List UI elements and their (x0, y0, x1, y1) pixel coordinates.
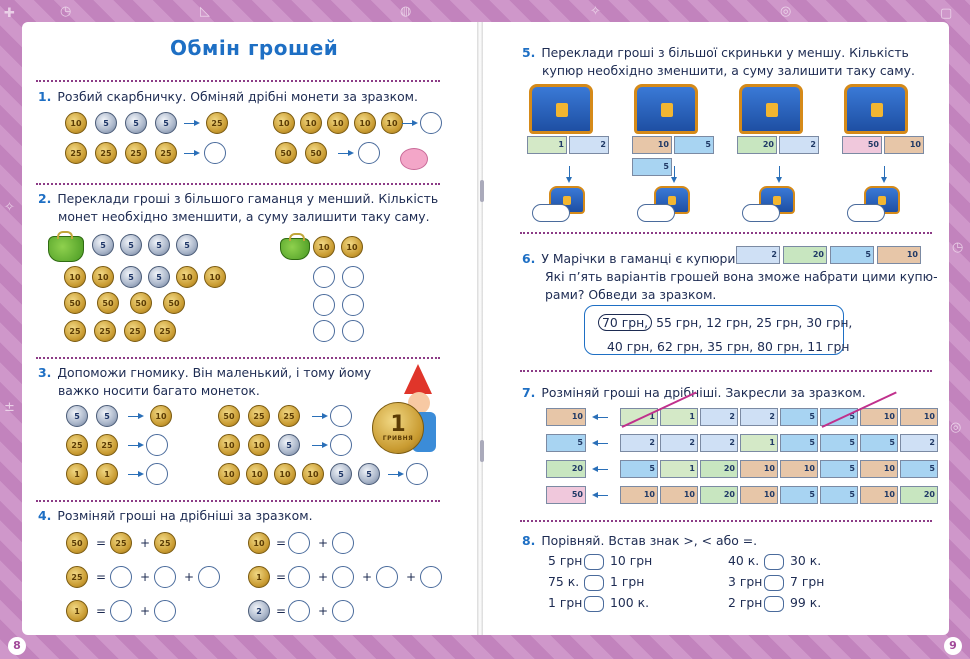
banknote-2: 2 (736, 246, 780, 264)
task-1 (38, 88, 418, 106)
equals-sign: = (96, 570, 107, 584)
banknote-5: 5 (620, 460, 658, 478)
coin-5: 5 (96, 405, 118, 427)
banknote-10: 10 (860, 408, 898, 426)
task-text: рами? Обведи за зразком. (545, 287, 717, 302)
equals-sign: = (96, 604, 107, 618)
task-number: 1. (38, 89, 52, 104)
task-text: Порівняй. Встав знак >, < або =. (541, 533, 758, 548)
separator (36, 183, 440, 185)
task-number: 4. (38, 508, 52, 523)
banknote-10: 10 (620, 486, 658, 504)
arrow-left-icon (594, 495, 608, 496)
banknote-5: 5 (820, 486, 858, 504)
banknote-10: 10 (546, 408, 586, 426)
equals-sign: = (276, 570, 287, 584)
clock-icon: ◷ (60, 4, 72, 19)
arrow-down-icon (569, 166, 570, 180)
compare-sign-box[interactable] (764, 596, 784, 612)
banknote-5: 5 (780, 434, 818, 452)
coin-10: 10 (218, 434, 240, 456)
task-text: Переклади гроші з більшого гаманця у менший. Кількість (57, 191, 439, 206)
banknote-2: 2 (779, 136, 819, 154)
arrow-right-icon (312, 445, 326, 446)
coin-1: 1 (96, 463, 118, 485)
small-purse-icon (280, 238, 310, 260)
coin-25: 25 (155, 142, 177, 164)
banknote-20: 20 (546, 460, 586, 478)
banknote-20: 20 (900, 486, 938, 504)
arrow-left-icon (594, 443, 608, 444)
arrow-right-icon (338, 153, 352, 154)
page-title: Обмін грошей (170, 36, 339, 60)
coin-1: 1 (248, 566, 270, 588)
coin-10: 10 (354, 112, 376, 134)
answer-circle[interactable] (110, 600, 132, 622)
arrow-right-icon (312, 416, 326, 417)
arrow-right-icon (128, 474, 142, 475)
compare-sign-box[interactable] (584, 596, 604, 612)
arrow-left-icon (594, 417, 608, 418)
bulb-icon: ✧ (4, 200, 15, 215)
separator (36, 357, 440, 359)
answer-circle[interactable] (313, 266, 335, 288)
arrow-left-icon (594, 469, 608, 470)
coin-50: 50 (130, 292, 152, 314)
coin-25: 25 (65, 142, 87, 164)
coin-25: 25 (66, 566, 88, 588)
coin-10: 10 (273, 112, 295, 134)
coin-10: 10 (381, 112, 403, 134)
coin-25: 25 (248, 405, 270, 427)
coin-25: 25 (278, 405, 300, 427)
answer-circle[interactable] (154, 566, 176, 588)
answer-circle[interactable] (376, 566, 398, 588)
large-chest-icon (739, 84, 803, 134)
coin-25: 25 (206, 112, 228, 134)
separator (36, 500, 440, 502)
arrow-down-icon (884, 166, 885, 180)
coin-10: 10 (204, 266, 226, 288)
banknote-5: 5 (632, 158, 672, 176)
coin-25: 25 (66, 434, 88, 456)
banknote-2: 2 (700, 434, 738, 452)
task-text: Розміняй гроші на дрібніші за зразком. (57, 508, 313, 523)
banknote-10: 10 (860, 460, 898, 478)
separator (520, 520, 932, 522)
page-number-left: 8 (8, 637, 26, 655)
task-4 (38, 507, 313, 525)
banknote-2: 2 (620, 434, 658, 452)
coin-25: 25 (94, 320, 116, 342)
calculator-icon: ✚ (4, 6, 15, 21)
answer-circle[interactable] (313, 320, 335, 342)
compare-left-value: 40 к. (728, 553, 760, 568)
coin-5: 5 (66, 405, 88, 427)
circled-sample-answer[interactable]: 70 грн, (598, 314, 652, 331)
coin-10: 10 (313, 236, 335, 258)
compare-right-value: 99 к. (790, 595, 822, 610)
coin-10: 10 (150, 405, 172, 427)
answer-circle[interactable] (204, 142, 226, 164)
task-number: 5. (522, 45, 536, 60)
banknote-5: 5 (900, 460, 938, 478)
coin-10: 10 (248, 434, 270, 456)
task-number: 8. (522, 533, 536, 548)
coin-10: 10 (92, 266, 114, 288)
coin-5: 5 (95, 112, 117, 134)
task-number: 3. (38, 365, 52, 380)
plus-sign: + (140, 570, 151, 584)
task-3 (38, 364, 371, 400)
answer-circle[interactable] (110, 566, 132, 588)
staple (480, 440, 484, 462)
coin-5: 5 (278, 434, 300, 456)
coin-10: 10 (302, 463, 324, 485)
plus-minus-icon: ± (4, 400, 15, 415)
plus-sign: + (140, 604, 151, 618)
ruler-icon: ◺ (200, 4, 210, 19)
coin-25: 25 (124, 320, 146, 342)
task-text: монет необхідно зменшити, а суму залишити таку саму. (58, 209, 430, 224)
coin-10: 10 (64, 266, 86, 288)
coin-5: 5 (120, 234, 142, 256)
banknote-5: 5 (780, 408, 818, 426)
answer-circle[interactable] (332, 600, 354, 622)
task-text: Переклади гроші з більшої скриньки у меншу. Кількість (541, 45, 909, 60)
banknote-2: 2 (569, 136, 609, 154)
globe-icon: ◎ (780, 4, 792, 19)
compare-right-value: 7 грн (790, 574, 825, 589)
banknote-50: 50 (546, 486, 586, 504)
banknote-10: 10 (860, 486, 898, 504)
compare-left-value: 3 грн (728, 574, 763, 589)
answer-circle[interactable] (146, 434, 168, 456)
plus-sign: + (318, 536, 329, 550)
task-number: 6. (522, 251, 536, 266)
banknote-10: 10 (740, 486, 778, 504)
coin-10: 10 (327, 112, 349, 134)
banknote-10: 10 (877, 246, 921, 264)
answer-circle[interactable] (154, 600, 176, 622)
clock-icon: ◷ (952, 240, 964, 255)
compare-sign-box[interactable] (584, 575, 604, 591)
banknote-5: 5 (674, 136, 714, 154)
coin-50: 50 (275, 142, 297, 164)
separator (520, 370, 932, 372)
globe-icon: ◎ (950, 420, 962, 435)
arrow-right-icon (128, 416, 142, 417)
answer-circle[interactable] (330, 434, 352, 456)
arrow-right-icon (402, 123, 416, 124)
plus-sign: + (318, 604, 329, 618)
coin-10: 10 (65, 112, 87, 134)
banknote-2: 2 (740, 408, 778, 426)
plus-sign: + (362, 570, 373, 584)
piggy-bank-icon (400, 148, 428, 170)
book-icon: ▢ (940, 6, 953, 21)
equals-sign: = (276, 604, 287, 618)
answer-circle[interactable] (358, 142, 380, 164)
banknote-5: 5 (820, 408, 858, 426)
banknote-2: 2 (660, 434, 698, 452)
coin-10: 10 (218, 463, 240, 485)
banknote-50: 50 (842, 136, 882, 154)
separator (520, 232, 932, 234)
coin-5: 5 (155, 112, 177, 134)
coin-10: 10 (246, 463, 268, 485)
arrow-right-icon (184, 153, 198, 154)
answer-oval[interactable] (637, 204, 675, 222)
banknote-20: 20 (783, 246, 827, 264)
banknote-5: 5 (546, 434, 586, 452)
coin-5: 5 (125, 112, 147, 134)
banknote-1: 1 (620, 408, 658, 426)
coin-25: 25 (154, 532, 176, 554)
coin-50: 50 (66, 532, 88, 554)
banknote-2: 2 (700, 408, 738, 426)
staple (480, 180, 484, 202)
banknote-20: 20 (700, 486, 738, 504)
task-6 (522, 250, 735, 268)
banknote-1: 1 (740, 434, 778, 452)
coin-5: 5 (120, 266, 142, 288)
gnome-coin-value: 1 (390, 412, 406, 437)
arrow-down-icon (674, 166, 675, 180)
gnome-illustration (372, 364, 442, 464)
answers-line-1 (598, 314, 852, 331)
gnome-coin-word: ГРИВНЯ (382, 435, 414, 442)
task-2 (38, 190, 438, 226)
task-6-text (545, 268, 938, 304)
banknote-10: 10 (740, 460, 778, 478)
answer-oval[interactable] (847, 204, 885, 222)
plus-sign: + (318, 570, 329, 584)
answers-line-2[interactable]: 40 грн, 62 грн, 35 грн, 80 грн, 11 грн (607, 339, 850, 354)
bulb-icon: ✧ (590, 4, 601, 19)
arrow-right-icon (128, 445, 142, 446)
apple-icon: ◍ (400, 4, 412, 19)
compare-right-value: 30 к. (790, 553, 822, 568)
task-text: Допоможи гномику. Він маленький, і тому йому (57, 365, 372, 380)
plus-sign: + (406, 570, 417, 584)
answer-circle[interactable] (288, 566, 310, 588)
separator (36, 80, 440, 82)
answer-circle[interactable] (420, 112, 442, 134)
answer-circle[interactable] (420, 566, 442, 588)
answer-circle[interactable] (288, 532, 310, 554)
task-5 (522, 44, 915, 80)
compare-right-value: 1 грн (610, 574, 645, 589)
coin-50: 50 (163, 292, 185, 314)
answer-circle[interactable] (332, 532, 354, 554)
compare-right-value: 100 к. (610, 595, 650, 610)
banknote-10: 10 (884, 136, 924, 154)
coin-50: 50 (305, 142, 327, 164)
banknote-10: 10 (660, 486, 698, 504)
compare-left-value: 75 к. (548, 574, 580, 589)
plus-sign: + (184, 570, 195, 584)
arrow-down-icon (779, 166, 780, 180)
equals-sign: = (96, 536, 107, 550)
compare-sign-box[interactable] (764, 554, 784, 570)
coin-50: 50 (218, 405, 240, 427)
task-text: Розбий скарбничку. Обміняй дрібні монети за зразком. (57, 89, 418, 104)
arrow-right-icon (388, 474, 402, 475)
coin-5: 5 (92, 234, 114, 256)
coin-10: 10 (300, 112, 322, 134)
banknote-5: 5 (820, 434, 858, 452)
coin-5: 5 (176, 234, 198, 256)
answer-circle[interactable] (342, 266, 364, 288)
task-text: Які п’ять варіантів грошей вона зможе набрати цими купю- (545, 269, 938, 284)
banknote-5: 5 (860, 434, 898, 452)
coin-1: 1 (66, 600, 88, 622)
answer-options[interactable]: 55 грн, 12 грн, 25 грн, 30 грн, (656, 315, 853, 330)
banknote-10: 10 (900, 408, 938, 426)
banknote-20: 20 (700, 460, 738, 478)
large-chest-icon (844, 84, 908, 134)
coin-10: 10 (176, 266, 198, 288)
coin-25: 25 (110, 532, 132, 554)
coin-1: 1 (66, 463, 88, 485)
task-text: важко носити багато монеток. (58, 383, 260, 398)
compare-sign-box[interactable] (764, 575, 784, 591)
banknote-1: 1 (660, 460, 698, 478)
task-text: купюр необхідно зменшити, а суму залишити таку саму. (542, 63, 915, 78)
coin-10: 10 (274, 463, 296, 485)
answer-circle[interactable] (313, 294, 335, 316)
task-text: Розміняй гроші на дрібніші. Закресли за зразком. (541, 385, 866, 400)
coin-5: 5 (358, 463, 380, 485)
task-number: 2. (38, 191, 52, 206)
answer-circle[interactable] (330, 405, 352, 427)
answer-oval[interactable] (532, 204, 570, 222)
answer-circle[interactable] (342, 294, 364, 316)
coin-2: 2 (248, 600, 270, 622)
gnome-hat (404, 364, 432, 394)
large-chest-icon (634, 84, 698, 134)
answer-circle[interactable] (332, 566, 354, 588)
answer-circle[interactable] (342, 320, 364, 342)
coin-50: 50 (97, 292, 119, 314)
page-number-right: 9 (944, 637, 962, 655)
large-purse-icon (48, 236, 84, 262)
answer-circle[interactable] (198, 566, 220, 588)
coin-5: 5 (330, 463, 352, 485)
coin-10: 10 (248, 532, 270, 554)
compare-left-value: 1 грн (548, 595, 583, 610)
answer-circle[interactable] (406, 463, 428, 485)
coin-25: 25 (64, 320, 86, 342)
coin-25: 25 (95, 142, 117, 164)
coin-25: 25 (96, 434, 118, 456)
coin-50: 50 (64, 292, 86, 314)
banknote-5: 5 (820, 460, 858, 478)
banknote-2: 2 (900, 434, 938, 452)
compare-right-value: 10 грн (610, 553, 653, 568)
banknote-1: 1 (527, 136, 567, 154)
coin-25: 25 (125, 142, 147, 164)
banknote-5: 5 (780, 486, 818, 504)
task-text: У Марічки в гаманці є купюри (541, 251, 736, 266)
answer-circle[interactable] (288, 600, 310, 622)
equals-sign: = (276, 536, 287, 550)
compare-left-value: 2 грн (728, 595, 763, 610)
coin-5: 5 (148, 266, 170, 288)
task-number: 7. (522, 385, 536, 400)
plus-sign: + (140, 536, 151, 550)
banknote-20: 20 (737, 136, 777, 154)
book-spine (477, 22, 483, 635)
compare-left-value: 5 грн (548, 553, 583, 568)
banknote-5: 5 (830, 246, 874, 264)
gnome-coin (372, 402, 424, 454)
compare-sign-box[interactable] (584, 554, 604, 570)
coin-10: 10 (341, 236, 363, 258)
banknote-10: 10 (780, 460, 818, 478)
task-8 (522, 532, 757, 550)
answer-oval[interactable] (742, 204, 780, 222)
coin-5: 5 (148, 234, 170, 256)
coin-25: 25 (154, 320, 176, 342)
large-chest-icon (529, 84, 593, 134)
answer-circle[interactable] (146, 463, 168, 485)
banknote-1: 1 (660, 408, 698, 426)
arrow-right-icon (184, 123, 198, 124)
banknote-10: 10 (632, 136, 672, 154)
